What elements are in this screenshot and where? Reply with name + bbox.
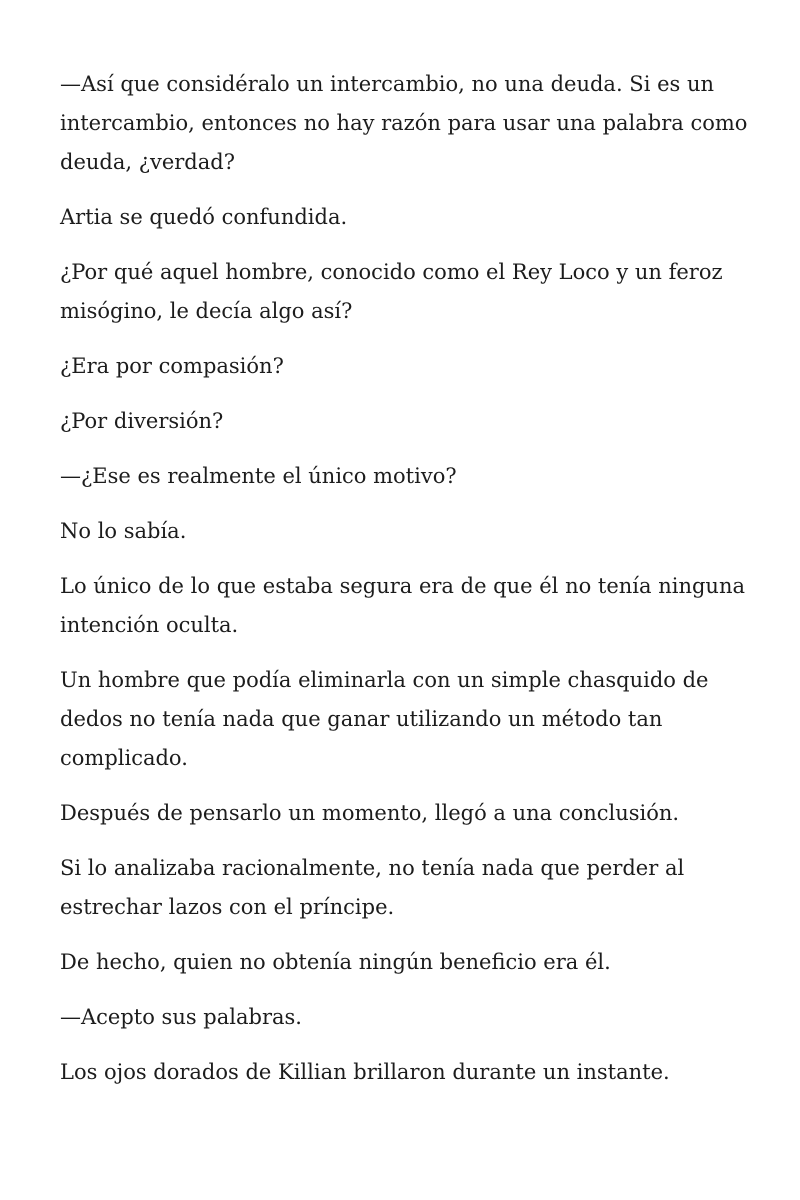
paragraph: Después de pensarlo un momento, llegó a una conclusión. xyxy=(60,801,680,825)
paragraph: De hecho, quien no obtenía ningún beneficio era él. xyxy=(60,950,611,974)
paragraph: Artia se quedó confundida. xyxy=(60,205,348,229)
paragraph: No lo sabía. xyxy=(60,519,187,543)
paragraph: Los ojos dorados de Killian brillaron durante un instante. xyxy=(60,1060,670,1084)
paragraph: Un hombre que podía eliminarla con un simple chasquido de dedos no tenía nada que ganar utilizando un método tan complicado. xyxy=(60,668,709,770)
paragraph: —¿Ese es realmente el único motivo? xyxy=(60,464,457,488)
paragraph: —Acepto sus palabras. xyxy=(60,1005,302,1029)
paragraph: Lo único de lo que estaba segura era de que él no tenía ninguna intención oculta. xyxy=(60,574,745,637)
paragraph: —Así que considéralo un intercambio, no una deuda. Si es un intercambio, entonces no hay razón para usar una palabra como deuda, ¿verdad? xyxy=(60,72,748,174)
paragraph: ¿Por diversión? xyxy=(60,409,224,433)
paragraph: Si lo analizaba racionalmente, no tenía nada que perder al estrechar lazos con el príncipe. xyxy=(60,856,685,919)
paragraph: ¿Era por compasión? xyxy=(60,354,284,378)
paragraph: ¿Por qué aquel hombre, conocido como el Rey Loco y un feroz misógino, le decía algo así? xyxy=(60,260,723,323)
